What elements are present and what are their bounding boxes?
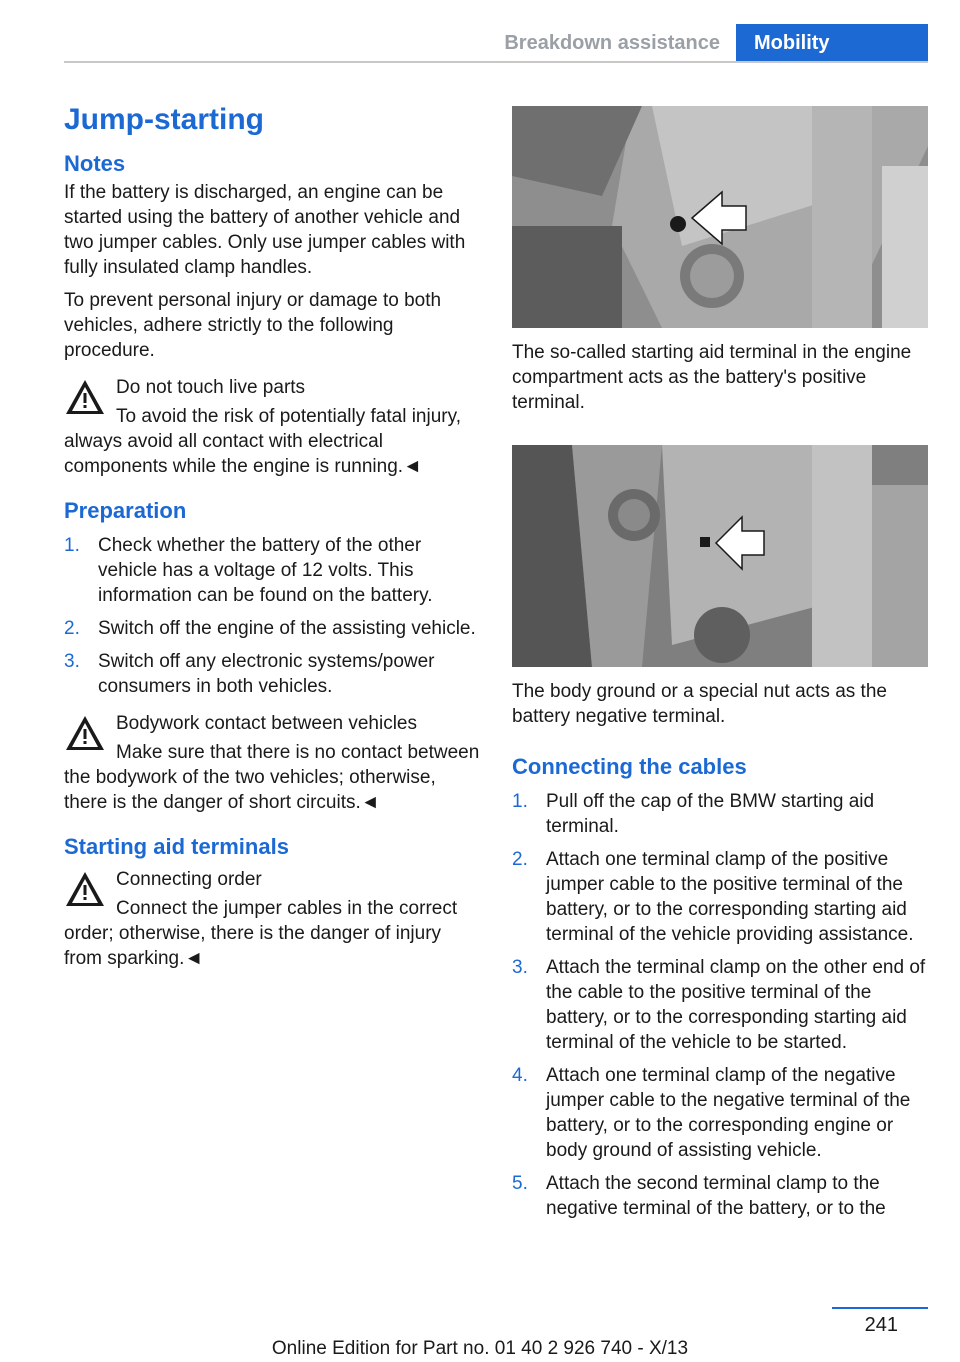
step-number: 3.	[512, 957, 528, 978]
warning-connecting-order	[64, 867, 480, 971]
page-title: Jump-starting	[64, 103, 265, 136]
warning-triangle-icon	[64, 869, 106, 909]
warning-triangle-icon	[64, 377, 106, 417]
list-item	[512, 847, 928, 947]
notes-paragraph-1: If the battery is discharged, an engine can be started using the battery of another vehicle and two jumper cables. Only use jumper cables with fully insulated clamp handles.	[64, 182, 466, 278]
tab-mobility[interactable]: Mobility	[736, 24, 928, 62]
warning-triangle-icon	[64, 713, 106, 753]
notes-heading: Notes	[64, 151, 126, 176]
step-number: 1.	[512, 791, 528, 812]
preparation-list	[64, 533, 480, 699]
list-item	[64, 649, 480, 699]
left-column	[64, 98, 480, 971]
list-item	[512, 1171, 928, 1221]
warning-bodywork-contact	[64, 711, 480, 815]
footer-accent-line	[832, 1307, 928, 1309]
list-item	[64, 533, 480, 608]
warning-body: Make sure that there is no contact between the bodywork of the two vehicles; otherwise, there is the danger of short circuits.◄	[64, 742, 480, 813]
connecting-list	[512, 789, 928, 1221]
step-text: Attach the terminal clamp on the other end of the cable to the positive terminal of the battery, or to the corresponding starting aid terminal of the vehicle to be started.	[546, 957, 926, 1053]
list-item	[512, 789, 928, 839]
step-number: 2.	[64, 618, 80, 639]
warning-body: Connect the jumper cables in the correct order; otherwise, there is the danger of injury from sparking.◄	[64, 898, 458, 969]
step-number: 5.	[512, 1173, 528, 1194]
header-divider	[64, 61, 928, 63]
engine-photo-negative-terminal	[512, 445, 928, 667]
connecting-heading: Connecting the cables	[512, 754, 747, 779]
step-number: 2.	[512, 849, 528, 870]
step-text: Attach the second terminal clamp to the negative terminal of the battery, or to the	[546, 1173, 886, 1219]
warning-title: Do not touch live parts	[116, 377, 306, 398]
warning-title: Connecting order	[116, 869, 262, 890]
step-text: Switch off the engine of the assisting vehicle.	[98, 618, 476, 639]
photo-caption-2: The body ground or a special nut acts as the battery negative terminal.	[512, 681, 887, 727]
breadcrumb[interactable]: Breakdown assistance	[486, 24, 736, 62]
body-ground-image	[512, 445, 928, 667]
step-number: 1.	[64, 535, 80, 556]
notes-paragraph-2: To prevent personal injury or damage to both vehicles, adhere strictly to the following procedure.	[64, 290, 442, 361]
edition-footer: Online Edition for Part no. 01 40 2 926 740 - X/13	[271, 1338, 689, 1359]
step-text: Attach one terminal clamp of the positive jumper cable to the positive terminal of the battery, or to the corresponding starting aid terminal of the vehicle providing assistance.	[546, 849, 914, 945]
page-number: 241	[864, 1314, 898, 1336]
warning-body: To avoid the risk of potentially fatal injury, always avoid all contact with electrical components while the engine is running.◄	[64, 406, 461, 477]
list-item	[64, 616, 480, 641]
right-column	[512, 106, 928, 1229]
step-text: Check whether the battery of the other vehicle has a voltage of 12 volts. This information can be found on the battery.	[98, 535, 433, 606]
step-text: Pull off the cap of the BMW starting aid terminal.	[546, 791, 875, 837]
list-item	[512, 955, 928, 1055]
step-text: Attach one terminal clamp of the negative jumper cable to the negative terminal of the battery, or to the corresponding engine or body ground of assisting vehicle.	[546, 1065, 911, 1161]
engine-photo-positive-terminal	[512, 106, 928, 328]
preparation-heading: Preparation	[64, 498, 187, 523]
list-item	[512, 1063, 928, 1163]
warning-title: Bodywork contact between vehicles	[116, 713, 417, 734]
header-tabs	[486, 24, 928, 62]
step-text: Switch off any electronic systems/power consumers in both vehicles.	[98, 651, 435, 697]
engine-compartment-image	[512, 106, 928, 328]
step-number: 4.	[512, 1065, 528, 1086]
step-number: 3.	[64, 651, 80, 672]
warning-live-parts	[64, 375, 480, 479]
photo-caption-1: The so-called starting aid terminal in the engine compartment acts as the battery's positive terminal.	[512, 342, 912, 413]
terminals-heading: Starting aid terminals	[64, 834, 289, 859]
